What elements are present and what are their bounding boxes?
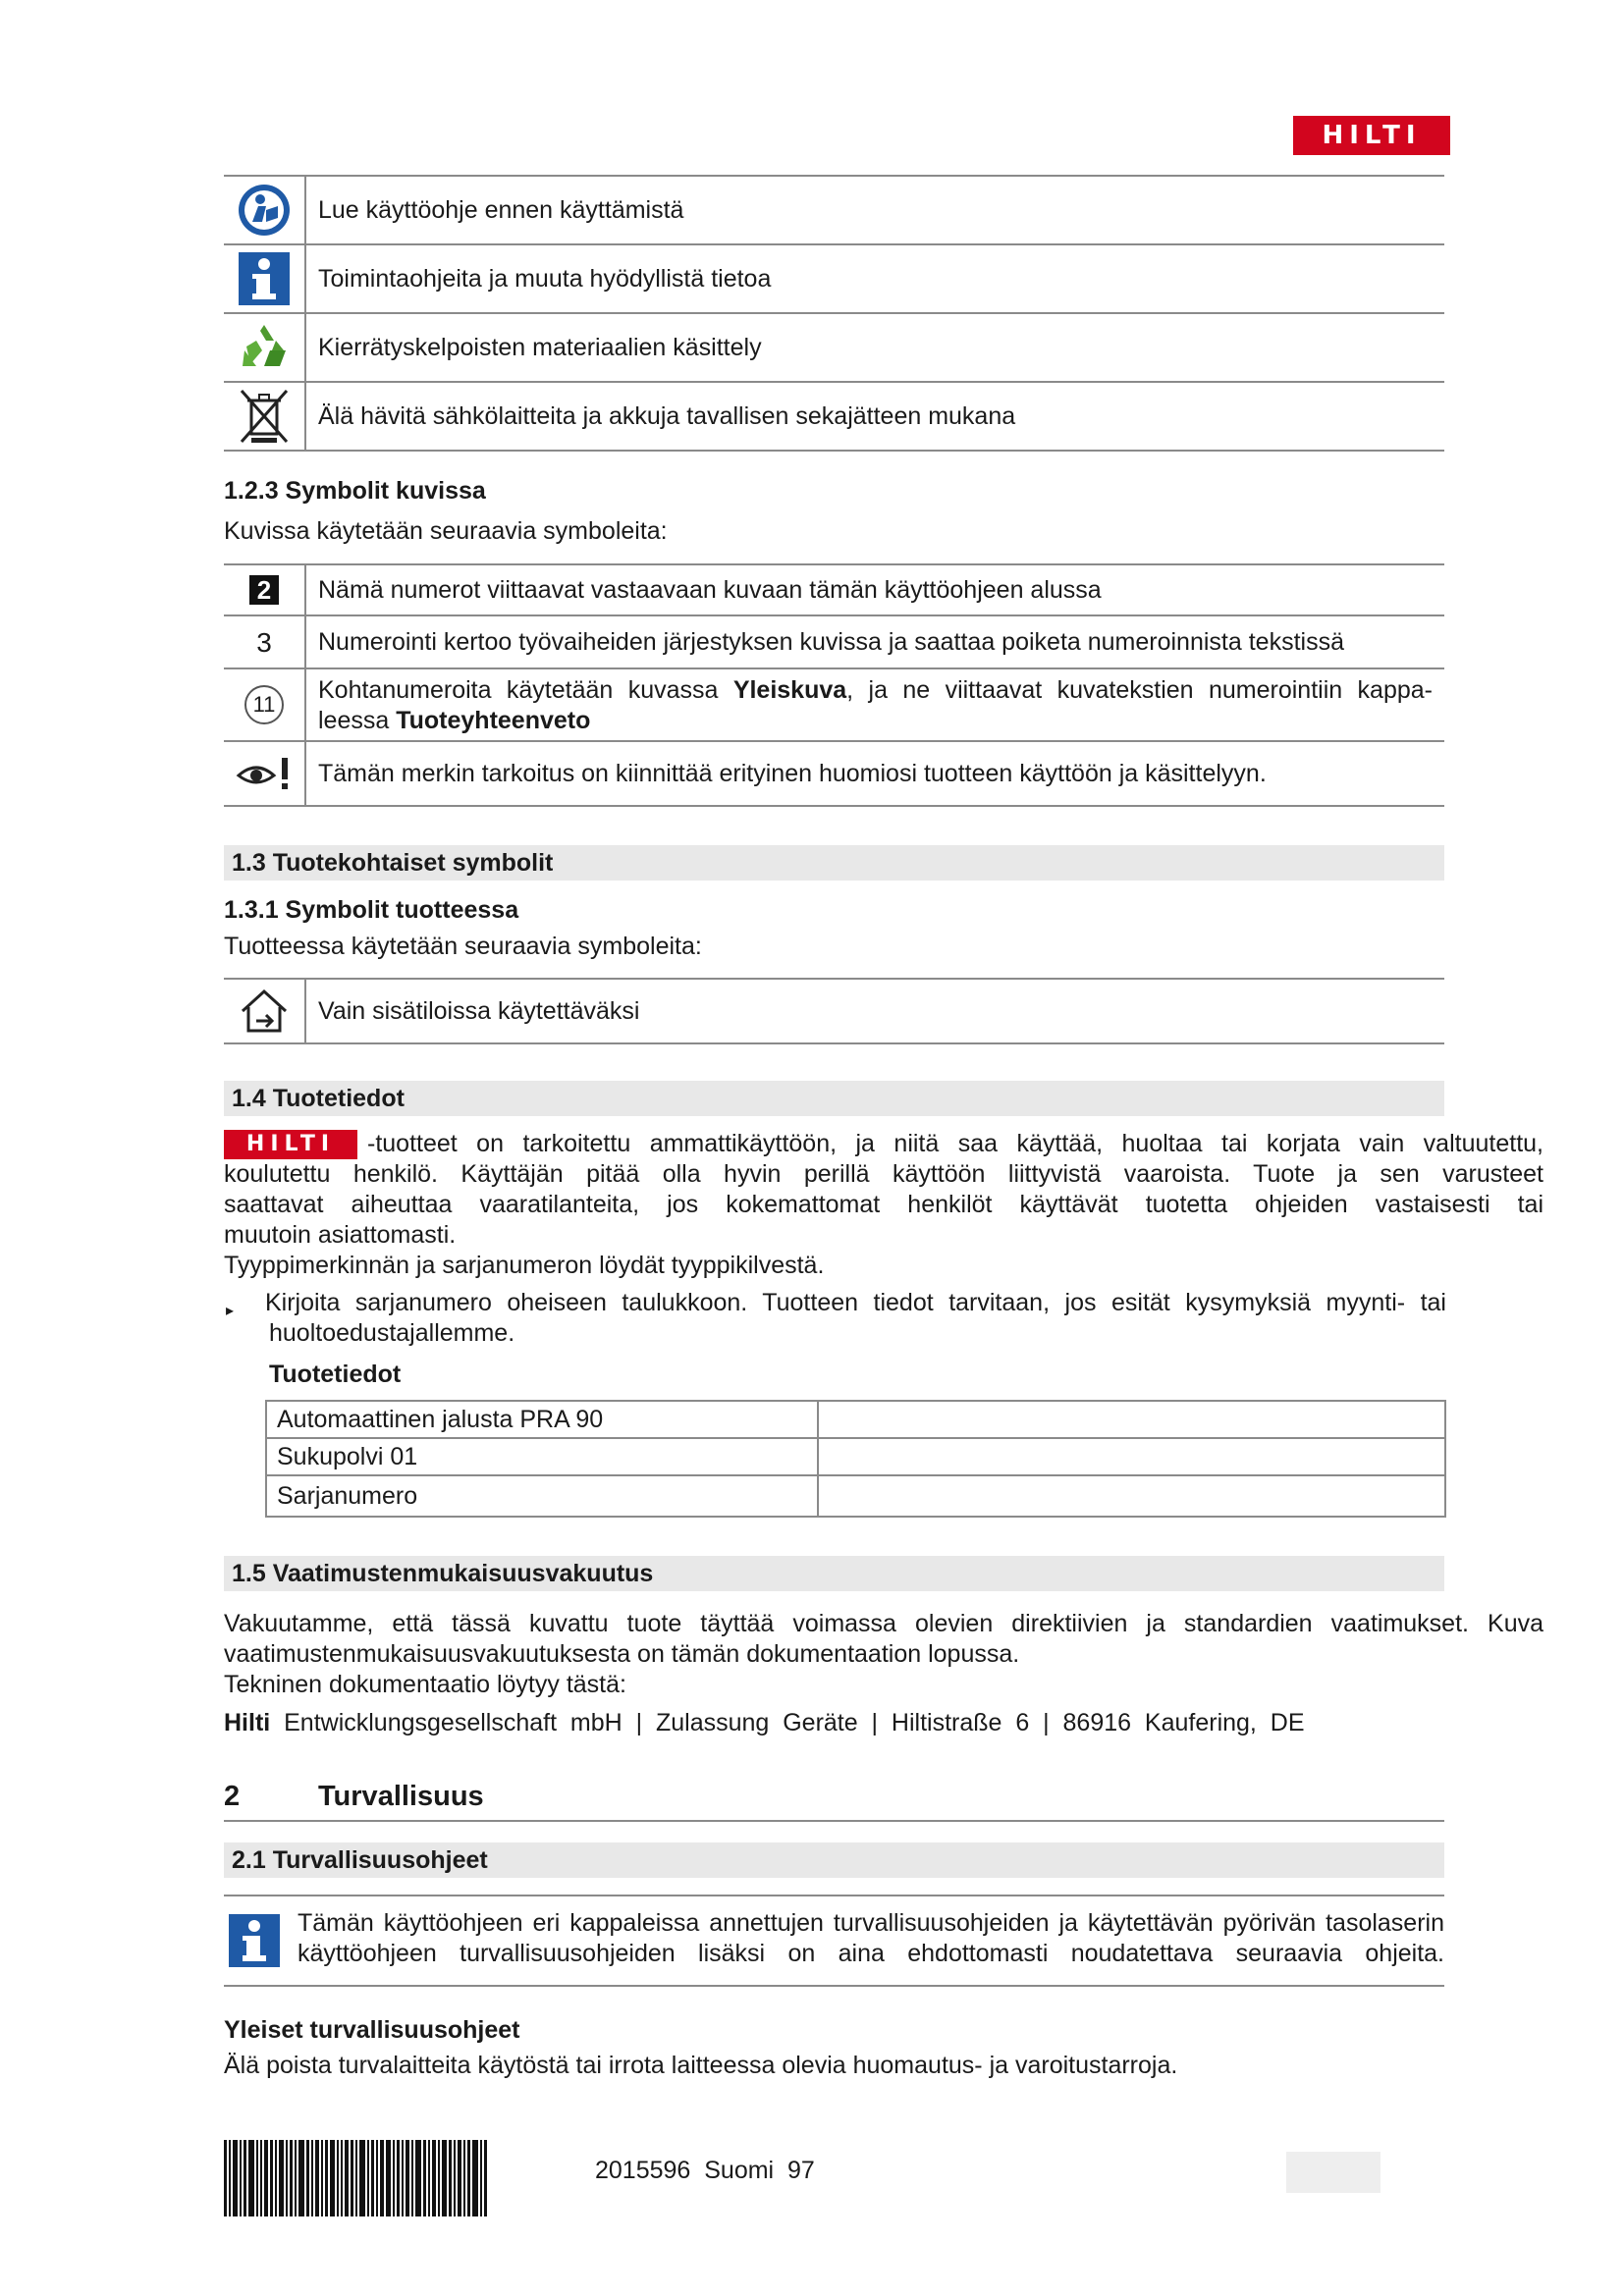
section-heading-1-3-1: 1.3.1 Symbolit tuotteessa <box>224 896 519 924</box>
bullet-arrow-icon: ▸ <box>226 1303 235 1319</box>
chapter-rule <box>224 1820 1444 1822</box>
symbol-text: Nämä numerot viittaavat vastaavaan kuvaan tämän käyttöohjeen alussa <box>318 575 1102 604</box>
table-cell-value[interactable] <box>818 1438 1445 1475</box>
hilti-logo: HILTI <box>1293 116 1450 155</box>
section-heading-1-5: 1.5 Vaatimustenmukaisuusvakuutus <box>224 1556 1444 1591</box>
symbol-text: Toimintaohjeita ja muuta hyödyllistä tietoa <box>318 264 772 293</box>
symbol-row <box>224 383 1444 452</box>
symbol-row <box>224 245 1444 314</box>
section-intro: Kuvissa käytetään seuraavia symboleita: <box>224 517 668 545</box>
table-row <box>266 1438 1445 1475</box>
table-row <box>266 1401 1445 1438</box>
symbol-row <box>224 177 1444 245</box>
table-row <box>266 1475 1445 1517</box>
symbol-row <box>224 980 1444 1044</box>
info-text-line: käyttöohjeen turvallisuusohjeiden lisäksi on aina ehdottomasti noudatettava seuraavia ohjeita. <box>298 1940 1444 1967</box>
indoor-use-icon <box>224 980 306 1042</box>
section-heading-1-3: 1.3 Tuotekohtaiset symbolit <box>224 845 1444 881</box>
crossed-bin-icon <box>224 383 306 450</box>
step-number-icon: 3 <box>224 616 306 667</box>
recycle-icon <box>224 314 306 381</box>
section-heading-1-4: 1.4 Tuotetiedot <box>224 1081 1444 1116</box>
bullet-text: Kirjoita sarjanumero oheiseen taulukkoon. Tuotteen tiedot tarvitaan, jos esität kysymyksiä myynti- tai huoltoedustajallemme. <box>265 1289 1446 1347</box>
symbol-text: Vain sisätiloissa käytettäväksi <box>318 996 640 1025</box>
symbol-row <box>224 742 1444 807</box>
chapter-title: Turvallisuus <box>318 1781 484 1812</box>
symbol-text: Numerointi kertoo työvaiheiden järjestyksen kuvissa ja saattaa poiketa numeroinnista tekstissä <box>318 627 1344 656</box>
symbol-text: Älä hävitä sähkölaitteita ja akkuja tavallisen sekajätteen mukana <box>318 401 1016 430</box>
section-heading-1-2-3: 1.2.3 Symbolit kuvissa <box>224 477 486 505</box>
symbol-row <box>224 314 1444 383</box>
product-table-title: Tuotetiedot <box>269 1361 402 1388</box>
symbols-table-product <box>224 978 1444 1044</box>
symbol-text: Tämän merkin tarkoitus on kiinnittää erityinen huomiosi tuotteen käyttöön ja käsittelyyn. <box>318 759 1267 787</box>
manual-icon <box>224 177 306 243</box>
symbol-text: Kohtanumeroita käytetään kuvassa Yleiskuva, ja ne viittaavat kuvatekstien numerointiin kappa- leessa Tuoteyhteenveto <box>318 676 1433 734</box>
general-safety-text: Älä poista turvalaitteita käytöstä tai irrota laitteessa olevia huomautus- ja varoitustarroja. <box>224 2052 1178 2079</box>
table-cell-label: Sukupolvi 01 <box>266 1438 818 1475</box>
general-safety-heading: Yleiset turvallisuusohjeet <box>224 2016 520 2044</box>
symbol-row <box>224 616 1444 669</box>
conformity-paragraph: Vakuutamme, että tässä kuvattu tuote täyttää voimassa olevien direktiivien ja standardien vaatimukset. Kuva vaatimustenmukaisuusvakuutuksesta on tämän dokumentaation lopussa. Tekninen dokumentaatio löytyy tästä: <box>224 1610 1543 1698</box>
symbol-row <box>224 669 1444 742</box>
product-info-table <box>265 1400 1446 1518</box>
product-info-paragraph: -tuotteet on tarkoitettu ammattikäyttöön, ja niitä saa käyttää, huoltaa tai korjata vain valtuutettu, koulutettu henkilö. Käyttäjän pitää olla hyvin perillä käyttöön liittyvistä vaaroista. Tuote ja sen varusteet saattavat aiheuttaa vaaratilanteita, jos kokemattomat henkilöt käyttävät tuotetta ohjeiden vastaisesti tai muutoin asiattomasti. Tyyppimerkinnän ja sarjanumeron löydät tyyppikilvestä. <box>224 1130 1543 1279</box>
symbol-row <box>224 565 1444 616</box>
table-cell-value[interactable] <box>818 1401 1445 1438</box>
item-number-icon: 11 <box>224 669 306 740</box>
info-icon <box>224 245 306 312</box>
info-text-line: Tämän käyttöohjeen eri kappaleissa annettujen turvallisuusohjeiden ja käytettävän pyörivän tasolaserin <box>298 1909 1444 1937</box>
symbols-table-general <box>224 175 1444 452</box>
barcode <box>224 2140 562 2216</box>
symbols-table-figures <box>224 563 1444 807</box>
table-cell-value[interactable] <box>818 1475 1445 1517</box>
attention-eye-icon <box>224 742 306 805</box>
info-box <box>224 1895 1444 1987</box>
chapter-number: 2 <box>224 1781 241 1812</box>
manufacturer-address: Hilti Entwicklungsgesellschaft mbH | Zulassung Geräte | Hiltistraße 6 | 86916 Kaufering, DE <box>224 1709 1305 1736</box>
info-icon <box>229 1914 280 1975</box>
table-cell-label: Sarjanumero <box>266 1475 818 1517</box>
symbol-text: Kierrätyskelpoisten materiaalien käsittely <box>318 333 762 361</box>
table-cell-label: Automaattinen jalusta PRA 90 <box>266 1401 818 1438</box>
symbol-text: Lue käyttöohje ennen käyttämistä <box>318 195 684 224</box>
section-heading-2-1: 2.1 Turvallisuusohjeet <box>224 1842 1444 1878</box>
hilti-logo-inline: HILTI <box>224 1130 357 1159</box>
footer-info: 2015596 Suomi 97 <box>595 2157 815 2184</box>
section-intro: Tuotteessa käytetään seuraavia symboleita: <box>224 933 702 960</box>
footer-tab <box>1286 2152 1380 2193</box>
figure-number-icon: 2 <box>224 565 306 614</box>
